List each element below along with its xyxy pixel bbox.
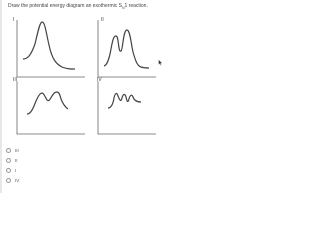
option-i-label: I [15,168,17,173]
graph-i-curve [23,22,75,69]
option-i[interactable] [6,167,16,174]
option-ii-label: II [15,158,18,163]
graph-iv-curve [108,94,141,108]
graph-label-i: I [13,17,15,23]
option-ii[interactable] [6,157,18,164]
option-iii[interactable] [6,147,19,154]
option-ii-radio[interactable] [6,158,11,163]
graph-label-iv: IV [97,77,102,83]
graph-iii [15,80,87,136]
graph-iii-axes [17,81,85,134]
graph-ii-curve [104,30,149,68]
graph-i [15,19,87,79]
option-iv[interactable] [6,177,19,184]
graph-ii [96,19,158,79]
option-i-radio[interactable] [6,168,11,173]
graph-iv [96,80,158,136]
option-iv-label: IV [15,178,20,183]
option-iv-radio[interactable] [6,178,11,183]
graph-label-iii: III [13,77,18,83]
question-text: Draw the potential energy diagram an exothermic $S_N1$ reaction. [8,3,148,10]
option-iii-radio[interactable] [6,148,11,153]
option-iii-label: III [15,148,19,153]
graph-label-ii: II [101,17,104,23]
mouse-pointer-icon [158,53,163,71]
graph-iv-axes [98,81,156,134]
graph-iii-curve [27,92,68,114]
